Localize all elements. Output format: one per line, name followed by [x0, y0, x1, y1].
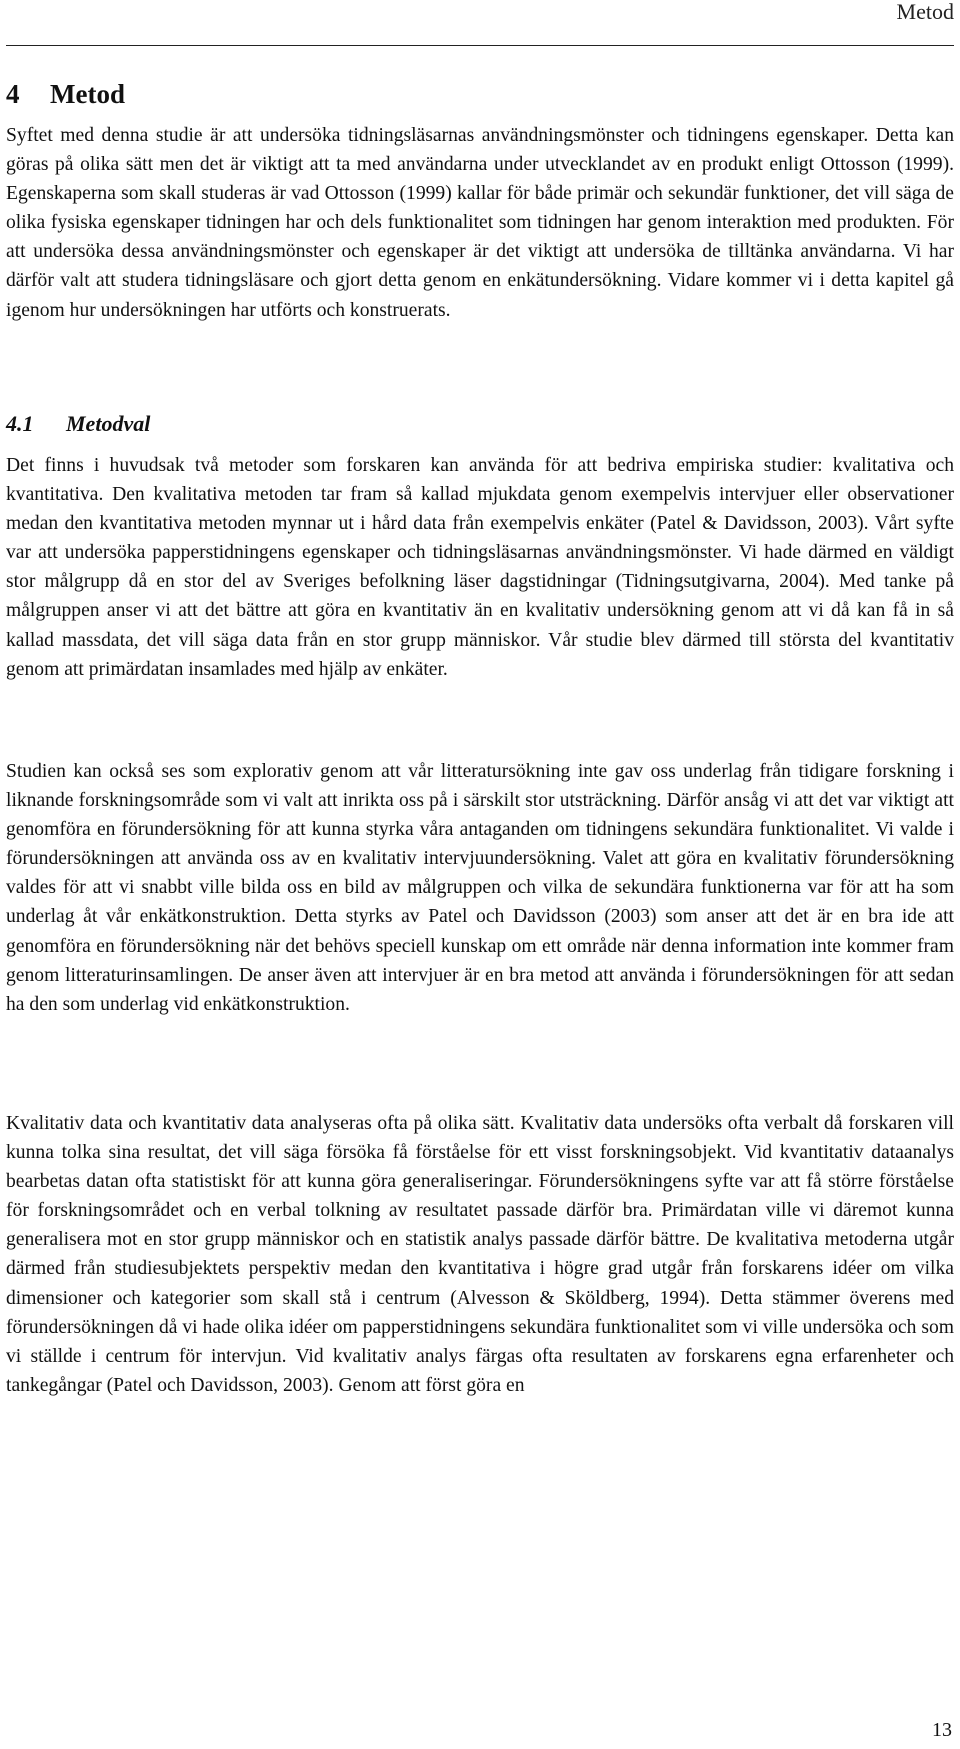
section-number: 4.1 [6, 411, 34, 436]
chapter-heading [6, 78, 125, 110]
header-rule [6, 45, 954, 46]
document-page [6, 0, 954, 1749]
chapter-title-text: Metod [50, 79, 125, 109]
chapter-number: 4 [6, 79, 20, 109]
section-title-text: Metodval [66, 411, 151, 436]
page-number: 13 [932, 1719, 952, 1741]
section-heading [6, 410, 150, 438]
running-header: Metod [896, 0, 954, 24]
intro-paragraph: Syftet med denna studie är att undersöka tidningsläsarnas användningsmönster och tidningens egenskaper. Detta kan göras på olika sätt men det är viktigt att ta med användarna under utvecklandet av en produkt enligt Ottosson (1999). Egenskaperna som skall studeras är vad Ottosson (1999) kallar för både primär och sekundär funktioner, det vill säga de olika fysiska egenskaper tidningen har och dels funktionalitet som tidningen har genom interaktion med produkten. För att undersöka dessa användningsmönster och egenskaper är det viktigt att undersöka de tilltänka användarna. Vi har därför valt att studera tidningsläsare och gjort detta genom en enkätundersökning. Vidare kommer vi i detta kapitel gå igenom hur undersökningen har utförts och konstruerats. [6, 125, 954, 321]
metodval-paragraph-3: Kvalitativ data och kvantitativ data analyseras ofta på olika sätt. Kvalitativ data undersöks ofta verbalt då forskaren vill kunna tolka sina resultat, det vill säga försöka få förståelse för ett visst forskningsobjekt. Vid kvantitativ dataanalys bearbetas datan ofta statistiskt för att kunna göra generaliseringar. Förundersökningens syfte var att få större förståelse för forskningsområdet och en verbal tolkning av resultatet passade därför bra. Primärdatan ville vi däremot kunna generalisera mot en stor grupp människor och en statistik analys passade därför bättre. De kvalitativa metoderna utgår därmed från studiesubjektets perspektiv medan den kvantitativa i högre grad utgår från forskarens idéer om vilka dimensioner och kategorier som skall stå i centrum (Alvesson & Sköldberg, 1994). Detta stämmer överens med förundersökningen då vi hade olika idéer om papperstidningens sekundära funktionalitet som vi ville undersöka och som vi ställde i centrum för intervjun. Vid kvalitativ analys färgas ofta resultaten av forskarens egna erfarenheter och tankegångar (Patel och Davidsson, 2003). Genom att först göra en [6, 1113, 954, 1396]
metodval-paragraph-1: Det finns i huvudsak två metoder som forskaren kan använda för att bedriva empiriska studier: kvalitativa och kvantitativa. Den kvalitativa metoden tar fram så kallad mjukdata genom exempelvis intervjuer eller observationer medan den kvantitativa metoden mynnar ut i hård data från exempelvis enkäter (Patel & Davidsson, 2003). Vårt syfte var att undersöka papperstidningens egenskaper och tidningsläsarnas användningsmönster. Vi hade därmed en väldigt stor målgrupp då en stor del av Sveriges befolkning läser dagstidningar (Tidningsutgivarna, 2004). Med tanke på målgruppen anser vi att det bättre att göra en kvantitativ än en kvalitativ undersökning genom att vi då kan få in så kallad massdata, det vill säga data från en stor grupp människor. Vår studie blev därmed till största del kvantitativ genom att primärdatan insamlades med hjälp av enkäter. [6, 455, 954, 680]
metodval-paragraph-2: Studien kan också ses som explorativ genom att vår litteratursökning inte gav oss underlag från tidigare forskning i liknande forskningsområde som vi valt att inrikta oss på i särskilt stor utsträckning. Därför ansåg vi att det var viktigt att genomföra en förundersökning för att kunna styrka våra antaganden om tidningens sekundära funktionalitet. Vi valde i förundersökningen att använda oss av en kvalitativ intervjuundersökning. Valet att göra en kvalitativ förundersökning valdes för att vi snabbt ville bilda oss en bild av målgruppen och vilka de sekundära funktionerna var för att ha som underlag åt vår enkätkonstruktion. Detta styrks av Patel och Davidsson (2003) som anser att det är en bra ide att genomföra en förundersökning när det behövs speciell kunskap om ett område när denna information inte kommer fram genom litteraturinsamlingen. De anser även att intervjuer är en bra metod att använda i förundersökningen för att sedan ha den som underlag vid enkätkonstruktion. [6, 761, 954, 1015]
